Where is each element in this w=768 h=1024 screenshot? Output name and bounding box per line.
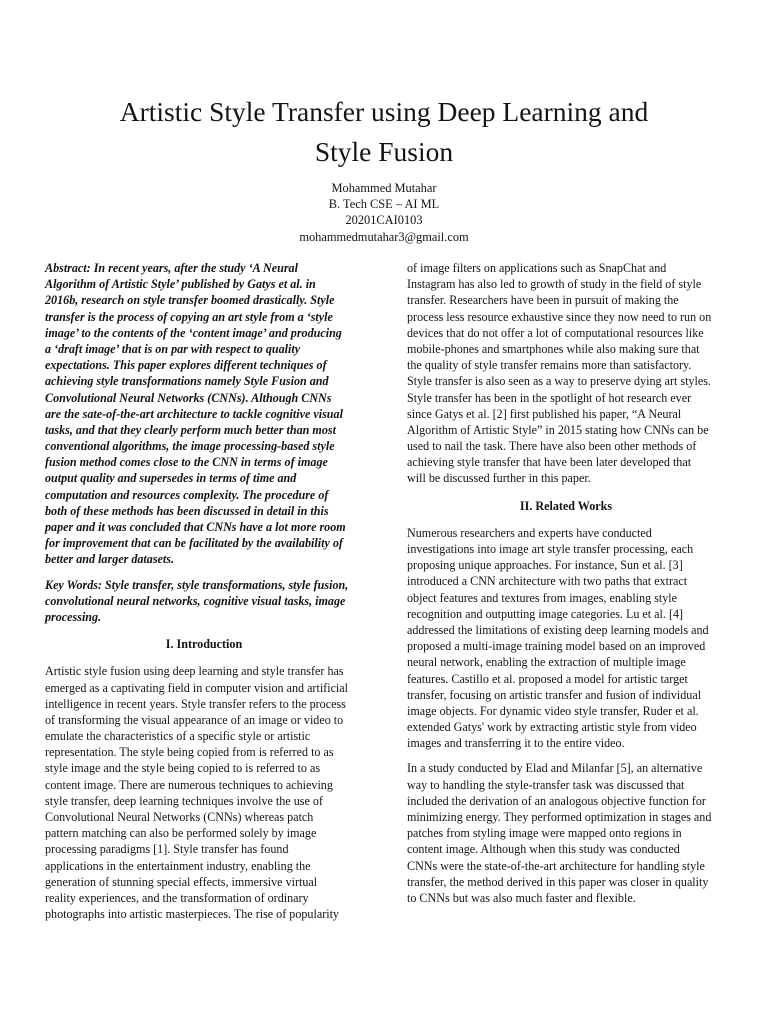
author-name: Mohammed Mutahar [331,181,437,195]
text-line: a ‘draft image’ that is on par with respect to quality [45,341,301,356]
text-line: of transforming the visual appearance of an image or video to [45,712,344,727]
text-line: tasks, and that they clearly perform much better than most [45,422,336,437]
text-line: transfer, the method derived in this paper was closer in quality [407,874,709,889]
text-line: computation and resources complexity. The procedure of [45,487,329,502]
text-line: style transfer, deep learning techniques involve the use of [45,793,323,808]
text-line: Style transfer is also seen as a way to preserve dying art styles. [407,374,711,389]
author-block [200,180,568,245]
author-program: B. Tech CSE – AI ML [328,197,440,212]
text-line: CNNs were the state-of-the-art architecture for handling style [407,858,705,873]
author-email: mohammedmutahar3@gmail.com [299,229,469,244]
text-line: processing. [45,609,102,624]
text-line: conventional algorithms, the image processing-based style [45,439,335,454]
text-line: will be discussed further in this paper. [407,471,591,486]
text-line: introduced a CNN architecture with two paths that extract [407,574,688,589]
text-line: used to nail the task. There have also been other methods of [407,439,697,454]
text-line: mobile-phones and smartphones while also making sure that [407,341,700,356]
introduction-paragraph [45,663,363,922]
introduction-paragraph-continued [407,260,725,487]
text-line: image’ to the contents of the ‘content image’ and producing [45,325,342,340]
right-column [407,260,725,906]
text-line: fusion method comes close to the CNN in terms of image [45,455,328,470]
related-works-paragraph-1 [407,525,725,752]
left-column [45,260,363,922]
text-line: achieving style transformations namely Style Fusion and [45,374,329,389]
text-line: expectations. This paper explores different techniques of [45,358,327,373]
text-line: neural network, enabling the extraction of multiple image [407,655,686,670]
text-line: intelligence in recent years. Style transfer refers to the process [45,696,346,711]
text-line: Numerous researchers and experts have conducted [407,525,652,540]
text-line: content image. There are numerous techniques to achieving [45,777,333,792]
paper-title [60,92,708,172]
text-line: emerged as a captivating field in computer vision and artificial [45,680,349,695]
text-line: Style transfer has been in the spotlight of hot research ever [407,390,692,405]
text-line: Artistic style fusion using deep learning and style transfer has [45,664,344,679]
text-line: minimizing energy. They performed optimization in stages and [407,810,712,824]
text-line: devices that do not offer a lot of computational resources like [407,325,704,340]
text-line: reality experiences, and the transformation of ordinary [45,890,309,905]
text-line: generation of stunning special effects, immersive virtual [45,874,318,889]
text-line: patches from styling image were mapped onto regions in [407,826,682,841]
text-line: achieving style transfer that have been later developed that [407,455,692,470]
text-line: included the derivation of an analogous objective function for [407,793,706,808]
text-line: style image and the style being copied to is referred to as [45,761,321,776]
text-line: to CNNs but was also much faster and flexible. [407,890,636,905]
text-line: the quality of style transfer remains more than satisfactory. [407,358,692,373]
text-line: Algorithm of Artistic Style” in 2015 stating how CNNs can be [407,422,709,437]
text-line: addressed the limitations of existing deep learning models and [407,622,709,637]
author-id: 20201CAI0103 [345,213,423,228]
text-line: extended Gatys' work by extracting artistic style from video [407,720,697,735]
text-line: applications in the entertainment industry, enabling the [45,858,311,873]
text-line: since Gatys et al. [2] first published his paper, “A Neural [407,406,682,421]
text-line: of image filters on applications such as SnapChat and [407,261,667,275]
text-line: Instagram has also led to growth of study in the field of style [407,277,702,292]
text-line: Algorithm of Artistic Style’ published by Gatys et al. in [45,277,316,292]
text-line: way to handling the style-transfer task was discussed that [407,777,685,792]
section-heading-introduction: I. Introduction [165,637,243,652]
text-line: Key Words: Style transfer, style transformations, style fusion, [45,577,349,592]
text-line: content image. Although when this study was conducted [407,842,680,857]
text-line: paper and it was concluded that CNNs have a lot more room [45,520,346,534]
text-line: transfer, focusing on artistic transfer and fusion of individual [407,687,702,702]
text-line: output quality and supersedes in terms of time and [45,471,297,486]
text-line: for improvement that can be facilitated by the availability of [45,536,343,551]
text-line: image objects. For dynamic video style transfer, Ruder et al. [407,703,699,718]
text-line: 2016b, research on style transfer boomed drastically. Style [45,293,335,308]
text-line: processing paradigms [1]. Style transfer has found [45,842,289,857]
text-line: representation. The style being copied from is referred to as [45,745,334,760]
text-line: Convolutional Neural Networks (CNNs) whereas patch [45,810,314,824]
text-line: Convolutional Neural Networks (CNNs). Although CNNs [45,390,332,405]
text-line: transfer is the process of copying an art style from a ‘style [45,309,333,324]
text-line: process less resource exhaustive since they now need to run on [407,309,712,324]
text-line: convolutional neural networks, cognitive visual tasks, image [45,593,346,608]
text-line: both of these methods has been discussed in detail in this [45,503,329,518]
title-line: Style Fusion [314,136,454,167]
text-line: proposing unique approaches. For instance, Sun et al. [3] [407,558,683,573]
text-line: images and transferring it to the entire video. [407,736,625,751]
text-line: are the sate-of-the-art architecture to tackle cognitive visual [45,406,343,421]
related-works-paragraph-2 [407,760,725,906]
text-line: recognition and outputting image categories. Lu et al. [4] [407,606,684,621]
text-line: proposed a multi-image training model based on an improved [407,639,706,654]
keywords [45,577,363,626]
text-line: object features and textures from images, enabling style [407,590,678,605]
text-line: transfer. Researchers have been in pursuit of making the [407,293,679,308]
abstract [45,260,363,568]
text-line: In a study conducted by Elad and Milanfar [5], an alternative [407,761,703,776]
title-line: Artistic Style Transfer using Deep Learning and [119,96,649,127]
text-line: Abstract: In recent years, after the study ‘A Neural [45,261,298,275]
text-line: photographs into artistic masterpieces. The rise of popularity [45,907,339,922]
text-line: pattern matching can also be performed solely by image [45,826,317,841]
text-line: features. Castillo et al. proposed a model for artistic target [407,671,688,686]
text-line: emulate the characteristics of a specific style or artistic [45,729,311,744]
section-heading-related-works: II. Related Works [519,498,613,513]
text-line: investigations into image art style transfer processing, each [407,542,694,556]
text-line: better and larger datasets. [45,552,174,567]
